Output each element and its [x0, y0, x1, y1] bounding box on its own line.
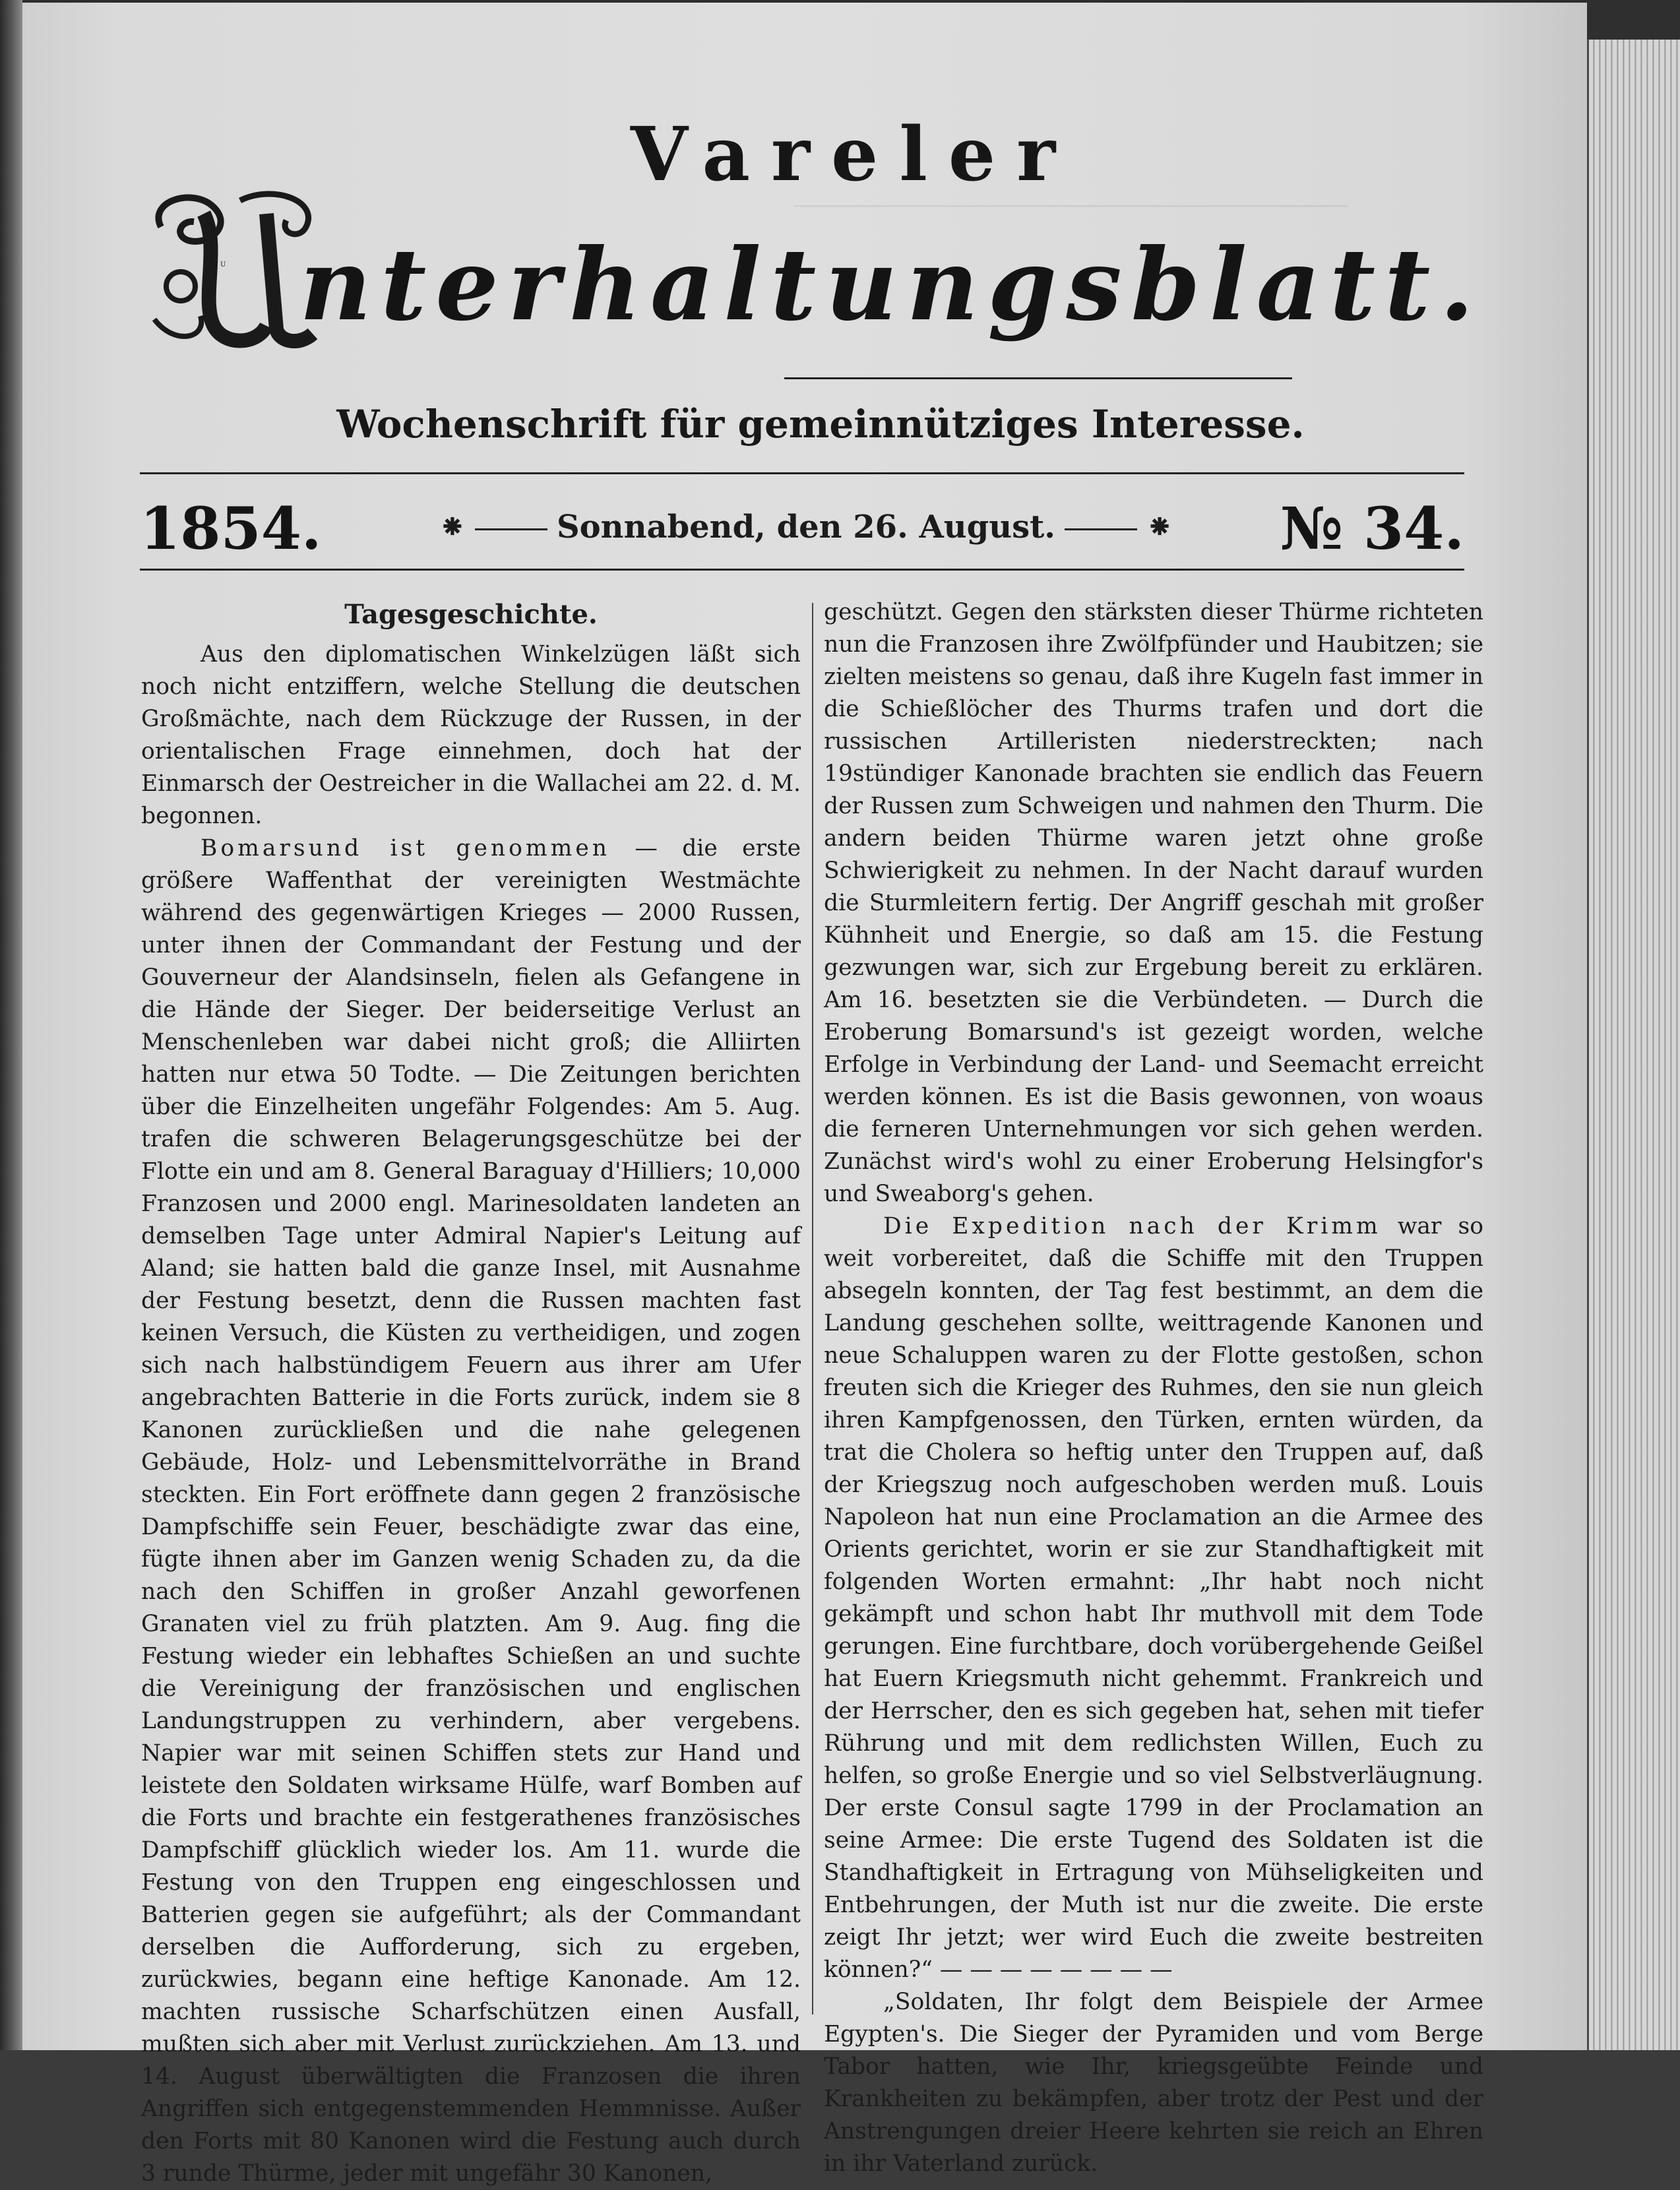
paragraph: geschützt. Gegen den stärksten dieser Thürme richteten nun die Franzosen ihre Zwölfpfünder und Haubitzen; sie zielten meistens so genau, daß ihre Kugeln fast immer in die Schießlöcher des Thurms trafen und dort die russischen Artilleristen niederstreckten; nach 19stündiger Kanonade brachten sie endlich das Feuern der Russen zum Schweigen und nahmen den Thurm. Die andern beiden Thürme waren jetzt ohne große Schwierigkeit zu nehmen. In der Nacht darauf wurden die Sturmleitern fertig. Der Angriff geschah mit großer Kühnheit und Energie, so daß am 15. die Festung gezwungen war, sich zur Ergebung bereit zu erklären. Am 16. besetzten sie die Verbündeten. — Durch die Eroberung Bomarsund's ist gezeigt worden, welche Erfolge in Verbindung der Land- und Seemacht erreicht werden können. Es ist die Basis gewonnen, von woaus die ferneren Unternehmungen vor sich gehen werden. Zunächst wird's wohl zu einer Eroberung Helsingfor's und Sweaborg's gehen.: [824, 599, 1483, 1207]
newspaper-page: [22, 0, 1587, 2187]
lead-words: Die Expedition nach der Krimm: [883, 1213, 1381, 1239]
year: 1854.: [140, 494, 322, 563]
masthead-title: nterhaltungsblatt.: [299, 227, 1483, 343]
paragraph: „Soldaten, Ihr folgt dem Beispiele der Armee Egypten's. Die Sieger der Pyramiden und vom Berge Tabor hatten, wie Ihr, kriegsgeübte Feinde und Krankheiten zu bekämpfen, aber trotz der Pest und der Anstrengungen dreier Heere kehrten sie reich an Ehren in ihr Vaterland zurück.: [824, 1989, 1483, 2177]
issue-date: [430, 509, 1182, 546]
paragraph: Bomarsund ist genommen — die erste größere Waffenthat der vereinigten Westmächte während des gegenwärtigen Krieges — 2000 Russen, unter ihnen der Commandant der Festung und der Gouverneur der Alandsinseln, fielen als Gefangene in die Hände der Sieger. Der beiderseitige Verlust an Menschenleben war dabei nicht groß; die Alliirten hatten nur etwa 50 Todte. — Die Zeitungen berichten über die Einzelheiten ungefähr Folgendes: Am 5. Aug. trafen die schweren Belagerungsgeschütze bei der Flotte ein und am 8. General Baraguay d'Hilliers; 10,000 Franzosen und 2000 engl. Marinesoldaten landeten an demselben Tage unter Admiral Napier's Leitung auf Aland; sie hatten bald die ganze Insel, mit Ausnahme der Festung besetzt, denn die Russen machten fast keinen Versuch, die Küsten zu vertheidigen, und zogen sich nach halbstündigem Feuern aus ihrer am Ufer angebrachten Batterie in die Forts zurück, indem sie 8 Kanonen zurückließen und die nahe gelegenen Gebäude, Holz- und Lebensmittelvorräthe in Brand steckten. Ein Fort eröffnete dann gegen 2 französische Dampfschiffe sein Feuer, beschädigte zwar das eine, fügte ihnen aber im Ganzen wenig Schaden zu, da die nach den Schiffen in großer Anzahl geworfenen Granaten viel zu früh platzten. Am 9. Aug. fing die Festung wieder ein lebhaftes Schießen an und suchte die Vereinigung der französischen und englischen Landungstruppen zu verhindern, aber vergebens. Napier war mit seinen Schiffen stets zur Hand und leistete den Soldaten wirksame Hülfe, warf Bomben auf die Forts und brachte ein festgerathenes französisches Dampfschiff glücklich wieder los. Am 11. wurde die Festung von den Truppen eng eingeschlossen und Batterien gegen sie aufgeführt; als der Commandant derselben die Aufforderung, sich zu ergeben, zurückwies, begann eine heftige Kanonade. Am 12. machten russische Scharfschützen einen Ausfall, mußten sich aber mit Verlust zurückziehen. Am 13. und 14. August überwältigten die Franzosen die ihren Angriffen sich entgegenstemmenden Hemmnisse. Außer den Forts mit 80 Kanonen wird die Festung auch durch 3 runde Thürme, jeder mit ungefähr 30 Kanonen,: [141, 835, 801, 2187]
column-left: [141, 596, 801, 2190]
column-right: [824, 596, 1483, 2180]
dateline: [140, 494, 1464, 563]
column-divider: [812, 603, 813, 2015]
lead-words: Bomarsund ist genommen: [201, 835, 610, 861]
binding-gutter: [0, 0, 22, 2050]
article-heading: Tagesgeschichte.: [344, 599, 598, 630]
dateline-rule-bottom: [140, 569, 1464, 571]
masthead-subtitle: Wochenschrift für gemeinnütziges Interesse.: [336, 402, 1305, 447]
issue-number: № 34.: [1280, 494, 1464, 563]
page-stack-edges: [1587, 40, 1680, 2050]
masthead-top-word: Vareler: [630, 111, 1077, 198]
bleed-through-text: ─────────────────────────────────────────: [794, 193, 1348, 220]
masthead-title-block: [141, 201, 1483, 352]
paragraph: Die Expedition nach der Krimm war so weit vorbereitet, daß die Schiffe mit den Truppen absegeln konnten, der Tag fest bestimmt, an dem die Landung geschehen sollte, weittragende Kanonen und neue Schaluppen waren zu der Flotte gestoßen, schon freuten sich die Krieger des Ruhmes, den sie nun gleich ihren Kampfgenossen, den Türken, ernten würden, da trat die Cholera so heftig unter den Truppen auf, daß der Kriegszug noch aufgeschoben werden muß. Louis Napoleon hat nun eine Proclamation an die Armee des Orients gerichtet, worin er sie zur Standhaftigkeit mit folgenden Worten ermahnt: „Ihr habt noch nicht gekämpft und schon habt Ihr muthvoll mit dem Tode gerungen. Eine furchtbare, doch vorübergehende Geißel hat Euern Kriegsmuth nicht gehemmt. Frankreich und der Herrscher, den es sich gegeben hat, sehen mit tiefer Rührung und mit dem redlichsten Willen, Euch zu helfen, so große Energie und so viel Selbstverläugnung. Der erste Consul sagte 1799 in der Proclamation an seine Armee: Die erste Tugend des Soldaten ist die Standhaftigkeit in Ertragung von Mühseligkeiten und Entbehrungen, der Muth ist nur die zweite. Die erste zeigt Ihr jetzt; wer wird Euch die zweite bestreiten können?“ — — — — — — — —: [824, 1213, 1484, 1983]
page-stack-shadow: [1587, 0, 1680, 40]
masthead-rule: [784, 377, 1292, 379]
paragraph: Aus den diplomatischen Winkelzügen läßt sich noch nicht entziffern, welche Stellung die deutschen Großmächte, nach dem Rückzuge der Russen, in der orientalischen Frage einnehmen, doch hat der Einmarsch der Oestreicher in die Wallachei am 22. d. M. begonnen.: [141, 641, 801, 829]
date-text: Sonnabend, den 26. August.: [557, 509, 1055, 546]
initial-letter: U: [220, 261, 226, 268]
dateline-rule-top: [140, 472, 1464, 474]
ornament-left: ⁕: [439, 509, 466, 546]
ornament-right: ⁕: [1146, 509, 1173, 546]
